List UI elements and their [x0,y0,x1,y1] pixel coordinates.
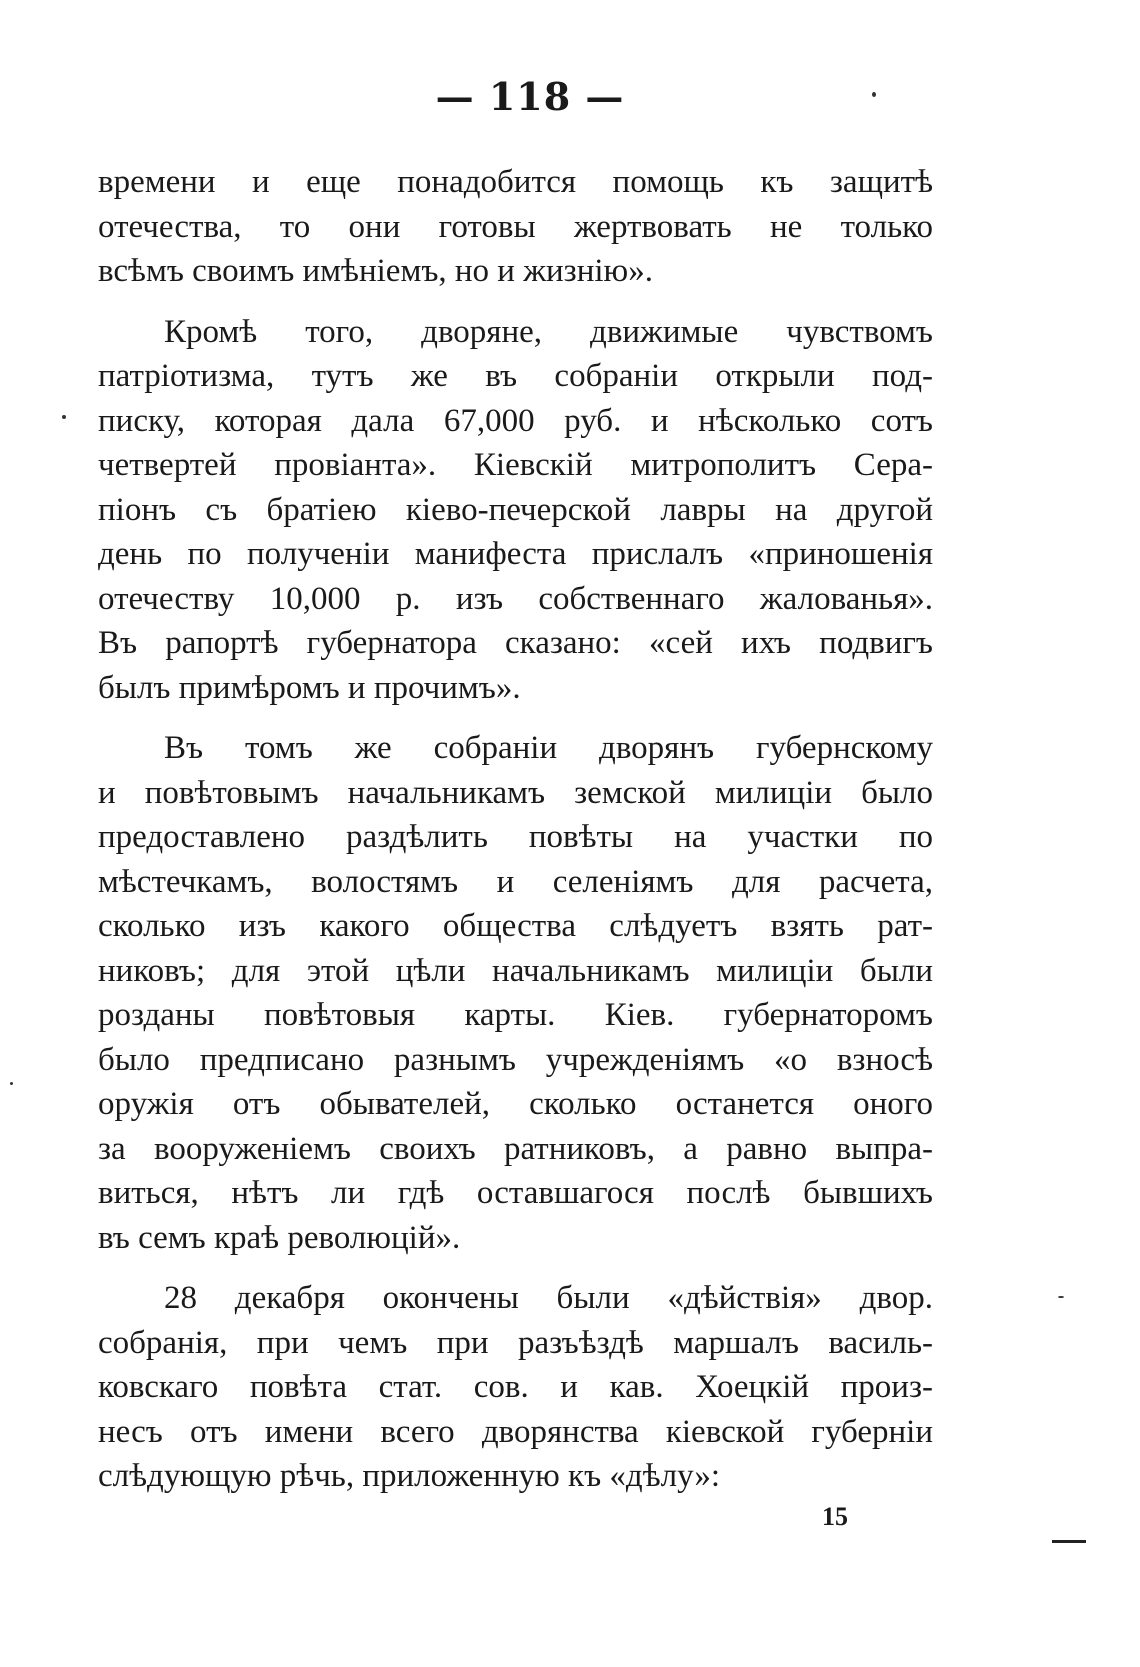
text-line: отечеству 10,000 р. изъ собственнаго жалованья». [98,580,933,617]
text-line: виться, нѣтъ ли гдѣ оставшагося послѣ бывшихъ [98,1175,933,1211]
ink-speck [1058,1296,1064,1298]
body-text [98,160,933,1499]
paragraph [98,160,933,294]
text-line: никовъ; для этой цѣли начальникамъ милиціи были [98,952,933,989]
text-line: оружія отъ обывателей, сколько останется оного [98,1086,933,1122]
text-line: патріотизма, тутъ же въ собраніи открыли под- [98,358,933,394]
text-line: за вооруженіемъ своихъ ратниковъ, а равно выпра- [98,1130,933,1167]
paragraph [98,310,933,711]
text-line: въ семъ краѣ революцій». [98,1219,461,1256]
text-line: всѣмъ своимъ имѣніемъ, но и жизнію». [98,253,653,289]
text-line: мѣстечкамъ, волостямъ и селеніямъ для расчета, [98,863,933,900]
signature-mark: 15 [822,1502,848,1531]
text-line: Въ томъ же собраніи дворянъ губернскому [164,730,933,766]
text-line: Кромѣ того, дворяне, движимые чувствомъ [164,313,933,350]
text-line: предоставлено раздѣлить повѣты на участки по [98,819,933,855]
margin-dash-mark [1052,1540,1086,1543]
text-line: было предписано разнымъ учрежденіямъ «о взносѣ [98,1041,933,1078]
paragraph [98,1276,933,1499]
text-line: отечества, то они готовы жертвовать не только [98,208,933,245]
paragraph [98,726,933,1260]
ink-speck [10,1082,13,1085]
text-line: слѣдующую рѣчь, приложенную къ «дѣлу»: [98,1458,721,1494]
text-line: сколько изъ какого общества слѣдуетъ взять рат- [98,908,933,944]
text-line: и повѣтовымъ начальникамъ земской милиціи было [98,774,933,811]
text-line: четвертей провіанта». Кіевскій митрополитъ Сера- [98,447,933,483]
text-line: несъ отъ имени всего дворянства кіевской губерніи [98,1413,933,1450]
text-line: 28 декабря окончены были «дѣйствія» двор. [164,1280,933,1316]
text-line: писку, которая дала 67,000 руб. и нѣсколько сотъ [98,402,933,439]
text-line: былъ примѣромъ и прочимъ». [98,669,521,706]
ink-speck [872,92,876,97]
text-line: собранія, при чемъ при разъѣздѣ маршалъ василь- [98,1324,933,1361]
text-line: піонъ съ братіею кіево-печерской лавры на другой [98,491,933,528]
text-line: розданы повѣтовыя карты. Кіев. губернаторомъ [98,997,933,1033]
text-line: времени и еще понадобится помощь къ защитѣ [98,164,933,200]
text-line: ковскаго повѣта стат. сов. и кав. Хоецкій произ- [98,1369,933,1405]
text-line: Въ рапортѣ губернатора сказано: «сей ихъ подвигъ [98,625,933,661]
ink-speck [62,415,66,419]
page-number: — 118 — [435,74,625,119]
text-line: день по полученіи манифеста прислалъ «приношенія [98,536,933,572]
